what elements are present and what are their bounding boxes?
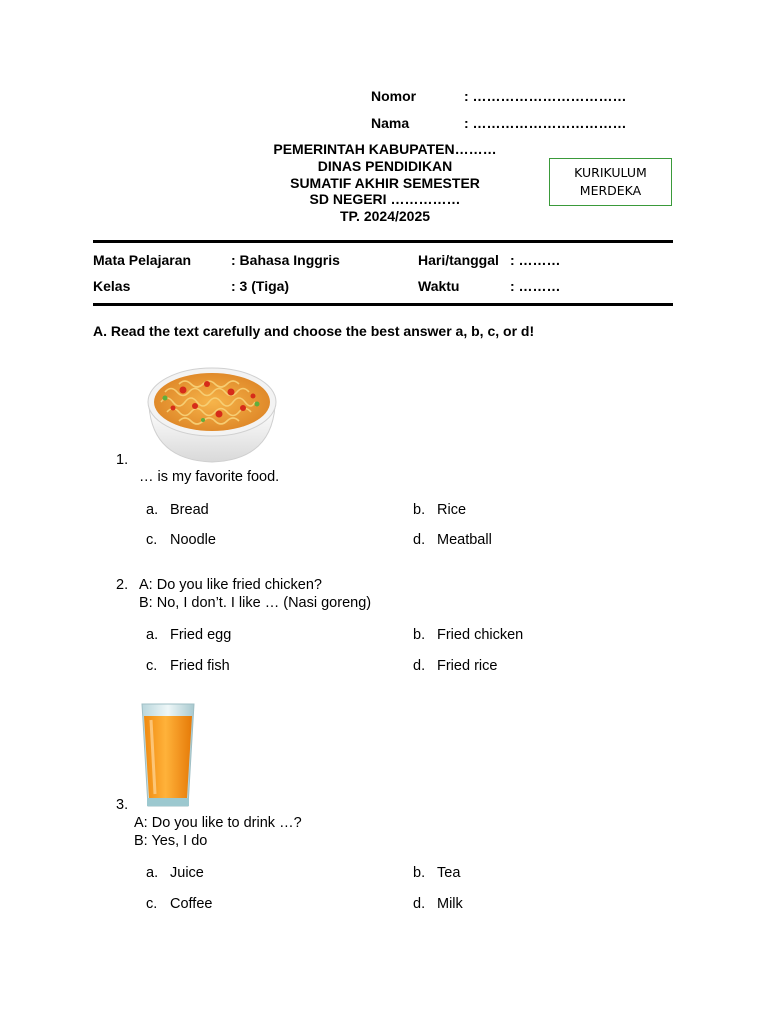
divider-top <box>93 240 673 243</box>
q3-option-c[interactable] <box>146 896 212 912</box>
heading-line-1: PEMERINTAH KABUPATEN……… <box>273 141 497 157</box>
subject-value: : Bahasa Inggris <box>231 252 340 268</box>
q2-option-d-letter: d. <box>413 658 426 674</box>
q3-option-a[interactable] <box>146 865 204 881</box>
q1-option-d-letter: d. <box>413 532 426 548</box>
question-2-line-2: B: No, I don’t. I like … (Nasi goreng) <box>139 595 372 611</box>
question-3-line-2: B: Yes, I do <box>134 833 208 849</box>
curriculum-badge <box>549 158 672 206</box>
juice-glass-image <box>139 702 197 810</box>
class-label: Kelas <box>93 278 131 294</box>
q1-option-a[interactable] <box>146 502 209 518</box>
heading-line-2: DINAS PENDIDIKAN <box>317 158 453 174</box>
q3-option-a-letter: a. <box>146 865 159 881</box>
q1-option-a-letter: a. <box>146 502 159 518</box>
question-3-line-1: A: Do you like to drink …? <box>134 815 302 831</box>
q3-option-d-letter: d. <box>413 896 426 912</box>
q1-option-d-text: Meatball <box>437 532 492 548</box>
q3-option-c-text: Coffee <box>170 896 213 912</box>
q2-option-a[interactable] <box>146 627 231 643</box>
q1-option-c[interactable] <box>146 532 216 548</box>
q3-option-d-text: Milk <box>437 896 463 912</box>
badge-line-1: KURIKULUM <box>574 165 647 180</box>
heading-line-3: SUMATIF AKHIR SEMESTER <box>290 175 480 191</box>
nomor-value: : …………………………… <box>464 88 627 104</box>
heading-line-4: SD NEGERI …………… <box>309 191 461 207</box>
question-2-number: 2. <box>116 577 129 593</box>
q2-option-a-text: Fried egg <box>170 627 232 643</box>
q2-option-c-text: Fried fish <box>170 658 230 674</box>
subject-label: Mata Pelajaran <box>93 252 192 268</box>
question-1-text: … is my favorite food. <box>139 469 280 485</box>
day-label: Hari/tanggal <box>418 252 499 268</box>
q2-option-d[interactable] <box>413 658 497 674</box>
badge-line-2: MERDEKA <box>579 183 642 198</box>
q1-option-a-text: Bread <box>170 502 209 518</box>
q1-option-b-text: Rice <box>437 502 467 518</box>
question-1-number: 1. <box>116 452 129 468</box>
day-value: : ……… <box>510 252 561 268</box>
nama-value: : …………………………… <box>464 115 627 131</box>
q2-option-c-letter: c. <box>146 658 158 674</box>
q1-option-b-letter: b. <box>413 502 426 518</box>
q1-option-c-letter: c. <box>146 532 158 548</box>
nama-label: Nama <box>371 115 410 131</box>
q3-option-a-text: Juice <box>170 865 204 881</box>
time-value: : ……… <box>510 278 561 294</box>
q2-option-a-letter: a. <box>146 627 159 643</box>
nomor-label: Nomor <box>371 88 417 104</box>
q2-option-d-text: Fried rice <box>437 658 498 674</box>
q2-option-c[interactable] <box>146 658 230 674</box>
q2-option-b-text: Fried chicken <box>437 627 524 643</box>
q2-option-b-letter: b. <box>413 627 426 643</box>
question-2-line-1: A: Do you like fried chicken? <box>139 577 322 593</box>
question-3-number: 3. <box>116 797 129 813</box>
q3-option-c-letter: c. <box>146 896 158 912</box>
q2-option-b[interactable] <box>413 627 523 643</box>
q1-option-c-text: Noodle <box>170 532 216 548</box>
q3-option-b-letter: b. <box>413 865 426 881</box>
q3-option-b[interactable] <box>413 865 460 881</box>
noodle-bowl-image <box>145 362 279 464</box>
time-label: Waktu <box>418 278 460 294</box>
q1-option-b[interactable] <box>413 502 466 518</box>
divider-bottom <box>93 303 673 306</box>
q1-option-d[interactable] <box>413 532 492 548</box>
class-value: : 3 (Tiga) <box>231 278 290 294</box>
q3-option-d[interactable] <box>413 896 463 912</box>
instruction: A. Read the text carefully and choose the best answer a, b, c, or d! <box>93 323 535 339</box>
heading-line-5: TP. 2024/2025 <box>339 208 431 224</box>
q3-option-b-text: Tea <box>437 865 461 881</box>
